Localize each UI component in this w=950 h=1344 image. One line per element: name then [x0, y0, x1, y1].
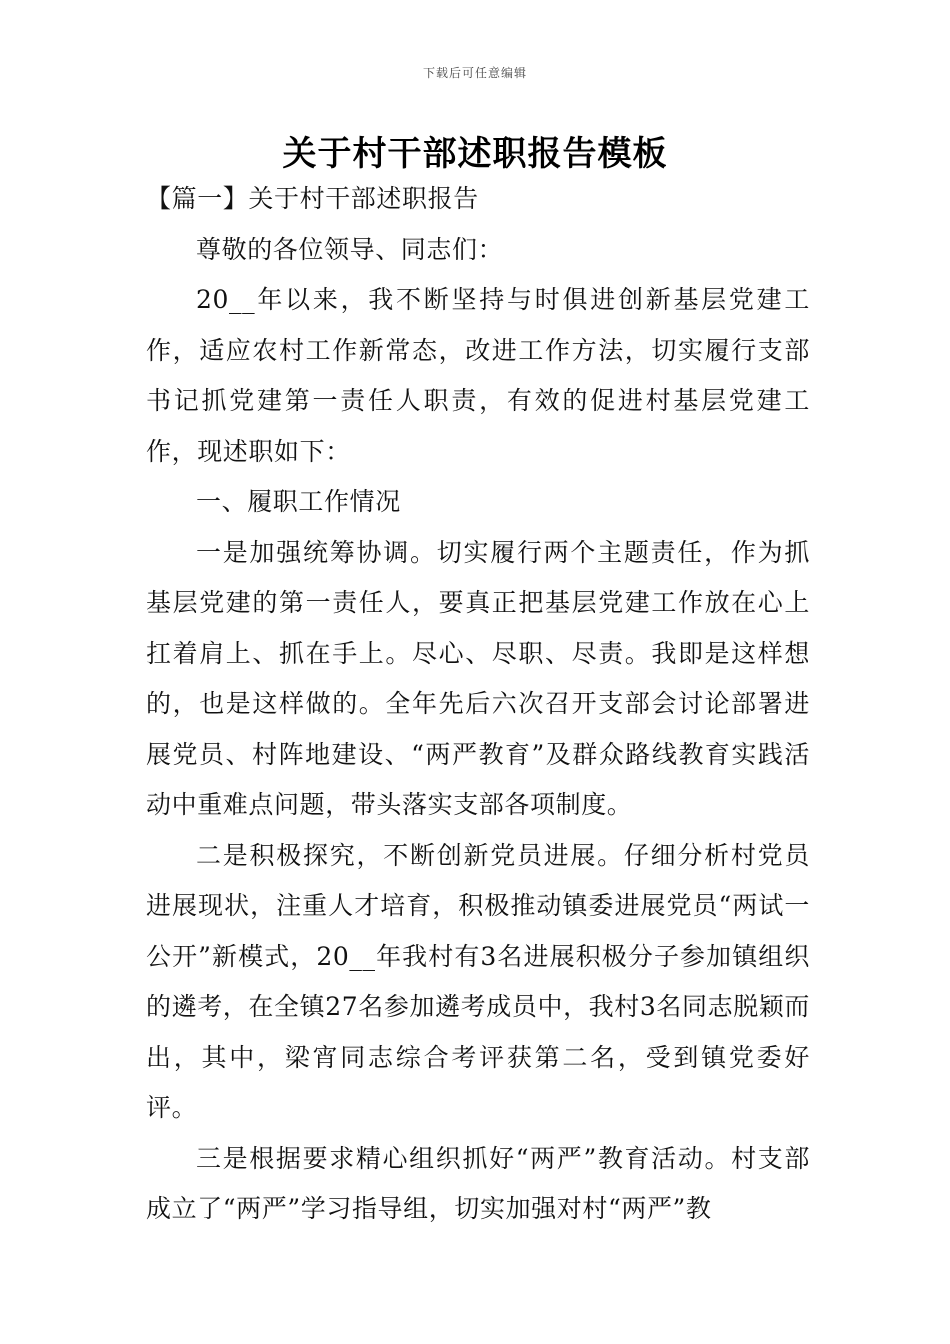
header-note: 下载后可任意编辑: [422, 66, 527, 80]
paragraph-point-one: 一是加强统筹协调。切实履行两个主题责任，作为抓基层党建的第一责任人，要真正把基层党建工作放在心上扛着肩上、抓在手上。尽心、尽职、尽责。我即是这样想的，也是这样做的。全年先后六次召开支部会讨论部署进展党员、村阵地建设、“两严教育”及群众路线教育实践活动中重难点问题，带头落实支部各项制度。: [146, 537, 810, 819]
paragraph-point-three: 三是根据要求精心组织抓好“两严”教育活动。村支部成立了“两严”学习指导组，切实加强对村“两严”教: [146, 1143, 810, 1223]
section-heading: 【篇一】关于村干部述职报告: [146, 184, 479, 213]
paragraph-point-two: 二是积极探究，不断创新党员进展。仔细分析村党员进展现状，注重人才培育，积极推动镇委进展党员“两试一公开”新模式，20__年我村有3名进展积极分子参加镇组织的遴考，在全镇27名参加遴考成员中，我村3名同志脱颖而出，其中，梁宵同志综合考评获第二名，受到镇党委好评。: [146, 840, 810, 1122]
document-body: [146, 174, 810, 1235]
page-title: 关于村干部述职报告模板: [282, 134, 668, 174]
paragraph-intro: 20__年以来，我不断坚持与时俱进创新基层党建工作，适应农村工作新常态，改进工作方法，切实履行支部书记抓党建第一责任人职责，有效的促进村基层党建工作，现述职如下：: [146, 285, 810, 466]
paragraph-subheading: 一、履职工作情况: [196, 487, 401, 516]
greeting: 尊敬的各位领导、同志们：: [196, 234, 504, 264]
